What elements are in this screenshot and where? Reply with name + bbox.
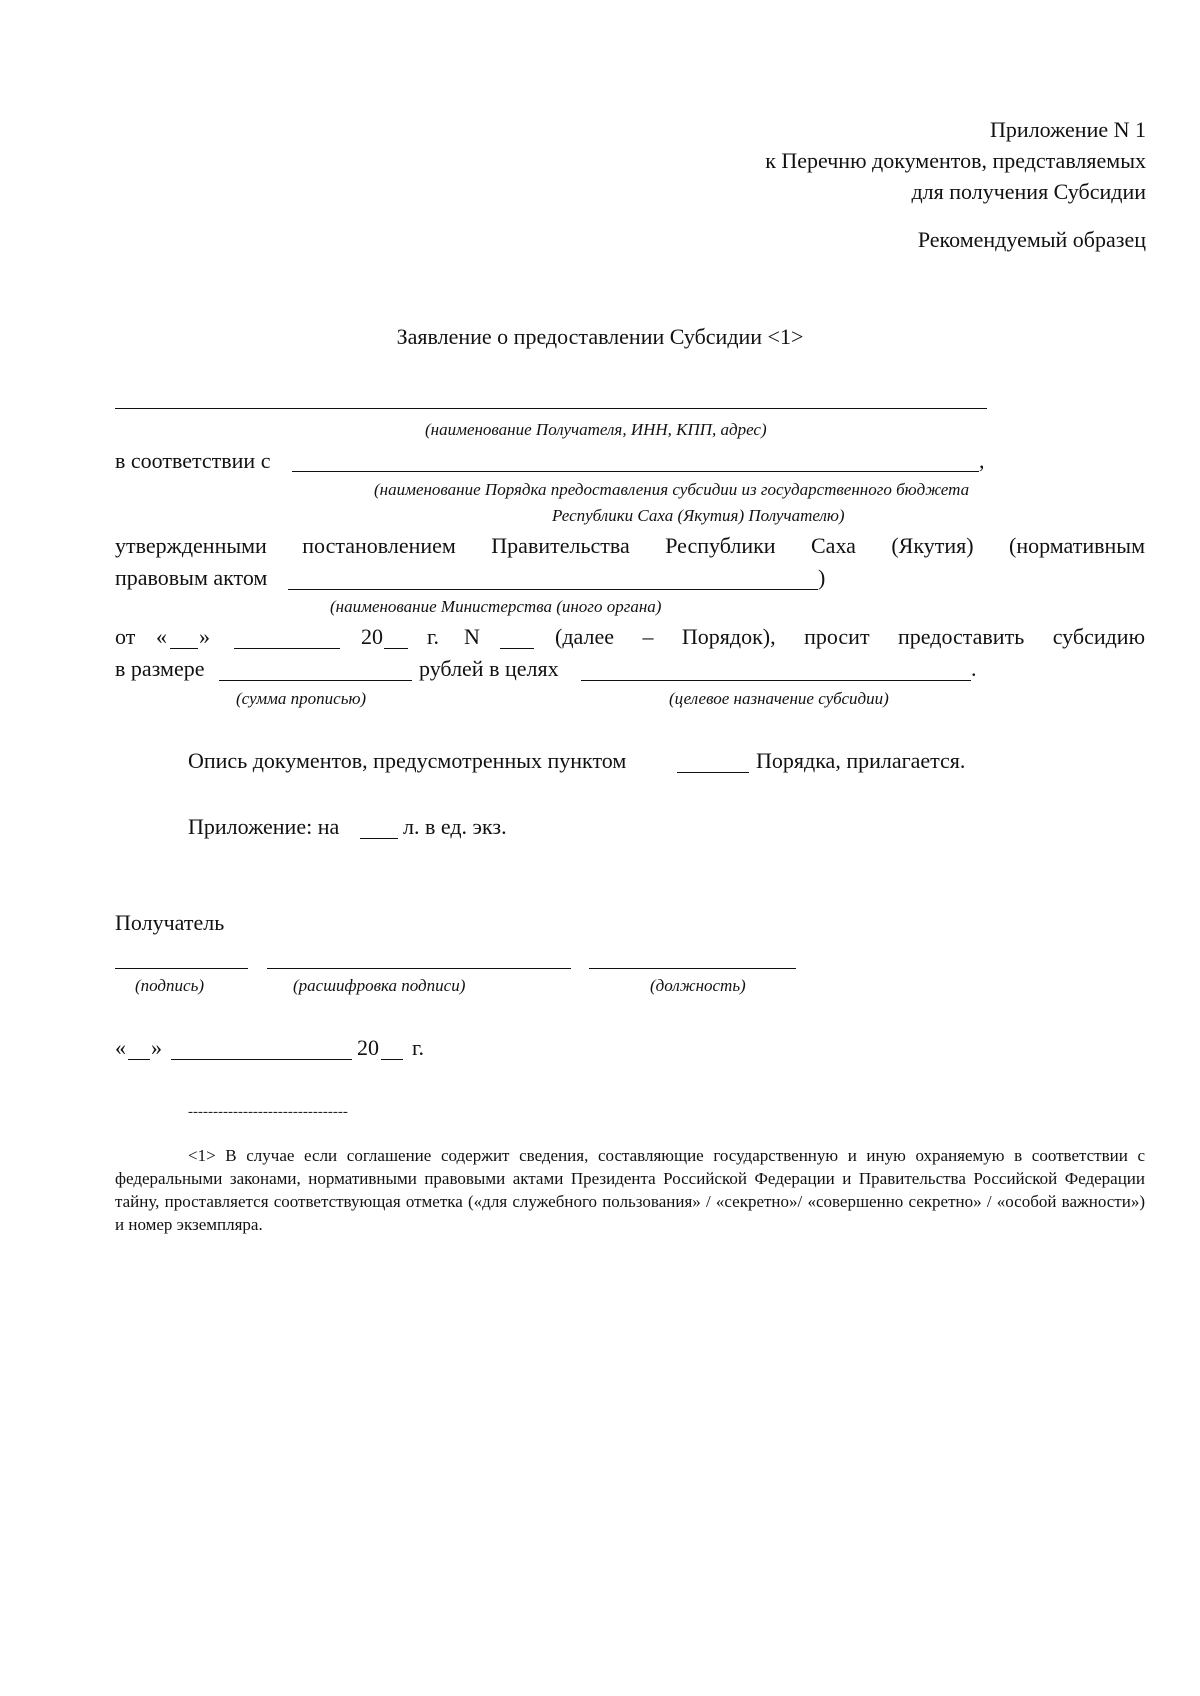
approved-word: утвержденными <box>115 533 267 558</box>
amount-blank[interactable] <box>219 680 412 681</box>
caption-signature: (подпись) <box>135 976 204 995</box>
sig-date-quote-open: « <box>115 1035 126 1060</box>
attachment-prefix: Приложение: на <box>188 814 340 839</box>
legal-act-prefix: правовым актом <box>115 565 268 590</box>
document-title: Заявление о предоставлении Субсидии <1> <box>396 324 804 349</box>
footnote-separator: -------------------------------- <box>188 1104 348 1120</box>
year-prefix: 20 <box>361 624 383 649</box>
number-sign: N <box>464 624 480 649</box>
approved-word: Республики <box>665 533 776 558</box>
sig-day-blank[interactable] <box>128 1059 150 1060</box>
caption-position: (должность) <box>650 976 746 995</box>
sample-label <box>918 224 1146 255</box>
caption-order-line1: (наименование Порядка предоставления субсидии из государственного бюджета <box>374 480 970 499</box>
order-name-blank[interactable] <box>292 471 979 472</box>
appendix-header <box>765 114 1146 207</box>
approved-word: постановлением <box>302 533 456 558</box>
tail-word: просит <box>804 624 870 649</box>
approved-word: Саха <box>811 533 856 558</box>
recipient-label: Получатель <box>115 910 225 935</box>
appendix-number: Приложение N 1 <box>990 117 1146 142</box>
amount-prefix: в размере <box>115 656 205 681</box>
legal-act-close-paren: ) <box>818 565 826 590</box>
caption-recipient: (наименование Получателя, ИНН, КПП, адрес) <box>425 420 767 439</box>
date-row-tail <box>555 624 1145 650</box>
year-suffix: г. <box>427 624 440 649</box>
recipient-blank[interactable] <box>115 408 987 409</box>
caption-purpose: (целевое назначение субсидии) <box>669 689 889 708</box>
inventory-prefix: Опись документов, предусмотренных пунктом <box>188 748 627 773</box>
date-quote-close: » <box>199 624 210 649</box>
approved-word: (нормативным <box>1009 533 1146 558</box>
inventory-suffix: Порядка, прилагается. <box>756 748 966 773</box>
day-blank[interactable] <box>170 648 198 649</box>
sig-month-blank[interactable] <box>171 1059 352 1060</box>
pages-blank[interactable] <box>360 838 398 839</box>
signature-blank[interactable] <box>115 968 248 969</box>
caption-ministry: (наименование Министерства (иного органа) <box>330 597 662 616</box>
sig-date-quote-close: » <box>151 1035 162 1060</box>
number-blank[interactable] <box>500 648 534 649</box>
caption-decoding: (расшифровка подписи) <box>293 976 466 995</box>
ministry-blank[interactable] <box>288 589 818 590</box>
appendix-purpose: для получения Субсидии <box>911 179 1146 204</box>
sig-year-prefix: 20 <box>357 1035 379 1060</box>
caption-amount: (сумма прописью) <box>236 689 367 708</box>
attachment-suffix: л. в ед. экз. <box>403 814 507 839</box>
sample-label-text: Рекомендуемый образец <box>917 227 1146 252</box>
sig-year-suffix: г. <box>412 1035 425 1060</box>
purpose-blank[interactable] <box>581 680 971 681</box>
tail-word: предоставить <box>898 624 1025 649</box>
amount-middle: рублей в целях <box>419 656 559 681</box>
tail-word: – <box>642 624 654 649</box>
sig-year-blank[interactable] <box>381 1059 403 1060</box>
date-from: от <box>115 624 136 649</box>
year-blank[interactable] <box>384 648 408 649</box>
approved-word: Правительства <box>491 533 630 558</box>
position-blank[interactable] <box>589 968 796 969</box>
approved-by-line <box>115 533 1145 559</box>
tail-word: Порядок), <box>681 624 776 649</box>
footnote-text: <1> В случае если соглашение содержит сведения, составляющие государственную и иную охраняемую в соответствии с федеральными законами, нормативными правовыми актами Президента Российской Федерации и Правительства Российской Федерации тайну, проставляется соответствующая отметка («для служебного пользования» / «секретно»/ «совершенно секретно» / «особой важности») и номер экземпляра. <box>115 1146 1145 1234</box>
accordance-comma: , <box>979 448 985 473</box>
appendix-reference: к Перечню документов, представляемых <box>765 148 1146 173</box>
amount-period: . <box>971 656 977 681</box>
clause-blank[interactable] <box>677 772 749 773</box>
caption-order-line2: Республики Саха (Якутия) Получателю) <box>552 506 845 525</box>
accordance-prefix: в соответствии с <box>115 448 271 473</box>
date-quote-open: « <box>156 624 167 649</box>
month-blank[interactable] <box>234 648 340 649</box>
tail-word: субсидию <box>1052 624 1146 649</box>
tail-word: (далее <box>555 624 614 649</box>
approved-word: (Якутия) <box>891 533 974 558</box>
decoding-blank[interactable] <box>267 968 571 969</box>
